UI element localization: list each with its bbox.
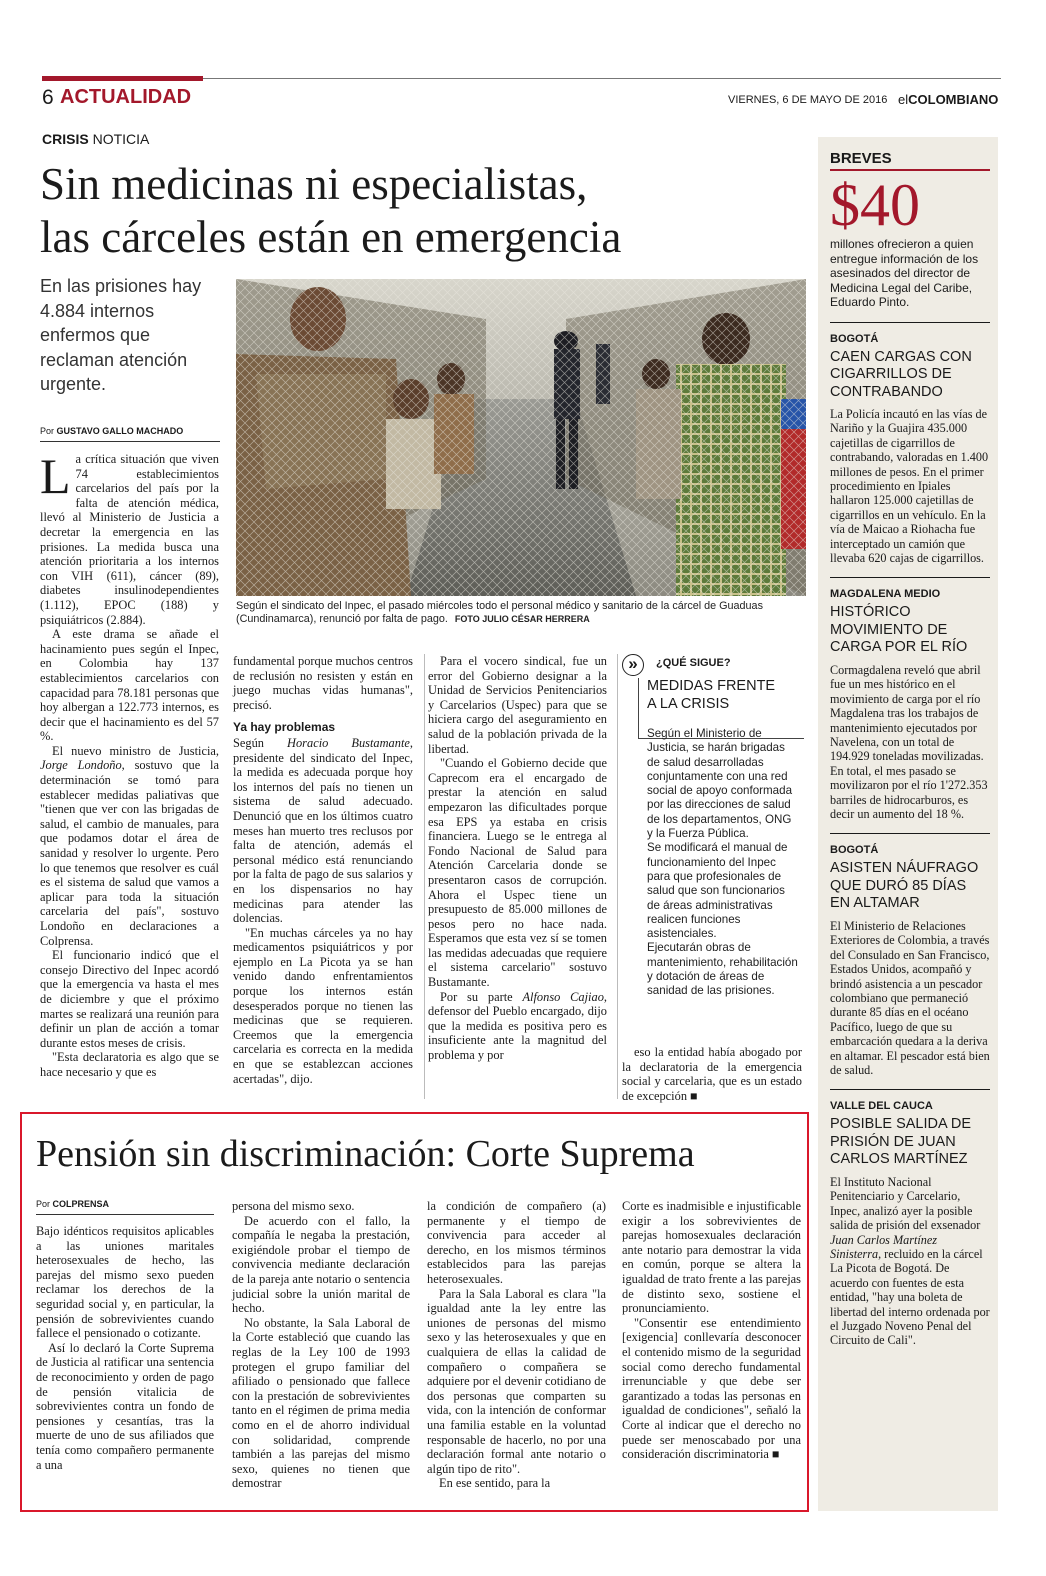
column-rule — [424, 654, 425, 1099]
col2-p2-a: Según — [233, 735, 288, 750]
col4-end — [622, 1045, 802, 1103]
main-column-4-end — [622, 1045, 802, 1103]
photo-caption-text: Según el sindicato del Inpec, el pasado miércoles todo el personal médico y sanitario de la cárcel de Guaduas (Cundinamarca), renunció por falta de pago. — [236, 600, 763, 625]
breves-title: BREVES — [830, 150, 892, 167]
subhead-ya-hay-problemas: Ya hay problemas — [233, 720, 336, 735]
breve-body: El Ministerio de Relaciones Exteriores de Colombia, a través del Consulado en San Francisco, Estados Unidos, acompañó y brindó asistencia a un pescador colombiano que permaneció durante 85 días en el océano Pacífico, luego de que su embarcación quedara a la deriva en altamar. El pescador está bien de salud. — [830, 918, 990, 1077]
col3-p3-b: , defensor del Pueblo encargado, dijo que la medida es positiva pero es insuficiente ante la magnitud del problema y por — [428, 989, 607, 1063]
kicker-text: NOTICIA — [92, 131, 150, 147]
martinez-name: Juan Carlos Martínez Sinisterra — [830, 1232, 937, 1261]
dropcap: L — [40, 448, 71, 504]
photo-credit: FOTO JULIO CÉSAR HERRERA — [454, 614, 590, 624]
header-date: VIERNES, 6 DE MAYO DE 2016 — [728, 94, 888, 106]
pension-column-3 — [427, 1199, 606, 1491]
minister-name: Jorge Londoño — [40, 758, 122, 773]
breve-body: La Policía incautó en las vías de Nariño y la Guajira 435.000 cajetillas de cigarrillos de contrabando, valoradas en 1.400 millones de pesos. En el primer procedimiento en Ipiales hallaron 125.000 cajetillas de cigarrillos en un vehículo. En la vía de Maicao a Riohacha fue interceptado un camión que llevaba 620 cajas de cigarrillos. — [830, 407, 989, 566]
col2-p3: "En muchas cárceles ya no hay medicamentos psiquiátricos y por ejemplo en La Picota ya se han venido dando enfrentamientos porque los internos están desesperados porque no tienen las medicinas que se requieren. Creemos que la emergencia carcelaria es correcta en la medida en que se establezcan acciones acertadas", dijo. — [233, 925, 413, 1086]
breve-location: MAGDALENA MEDIO — [830, 588, 941, 601]
pension-byline-rule — [36, 1214, 214, 1215]
prison-photo-illustration — [236, 279, 806, 596]
bustamante-name: Horacio Bustamante — [287, 735, 410, 750]
breve-headline: HISTÓRICO MOVIMIENTO DE CARGA POR EL RÍO — [830, 604, 968, 656]
col1-p3-b: , sostuvo que la determinación se tomó para establecer medidas paliativas que "tienen que ver con las brigadas de salud, el cambio de manuales, para que podamos dotar el área de sanidad y resolver lo urgente. Pero lo que tenemos que resolver es cuál es el sistema de salud que vamos a aplicar para toda la situación carcelaria del país", sostuvo Londoño en declaraciones a Colprensa. — [40, 758, 220, 948]
pension-col1-p2: Así lo declaró la Corte Suprema de Justicia al ratificar una sentencia de reconocimiento y orden de pago de pensión vitalicia de sobrevivientes contra un fondo de pensiones y cesantías, tras la muerte de uno de sus afiliados que tenía como compañero permanente a una — [36, 1340, 214, 1472]
breve-item — [830, 1100, 990, 1347]
col2-p2-b: , presidente del sindicato del Inpec, la medida es adecuada porque hoy los internos del país no tienen un sistema de salud adecuado. Denunció que en los últimos cuatro meses han muerto tres reclusos por falta de atención, además el personal médico está renunciando por la falta de pago de sus salarios y en los dispensarios no hay medicinas para atender las dolencias. — [233, 735, 413, 926]
que-sigue-label: ¿QUÉ SIGUE? — [656, 657, 731, 669]
breve-location: VALLE DEL CAUCA — [830, 1100, 933, 1113]
breves-big-number: $40 — [830, 172, 920, 238]
column-rule — [617, 654, 618, 1099]
que-sigue-side-rule — [638, 678, 639, 738]
pension-col4-p1: Corte es inadmisible e injustificable exigir a los sobrevivientes de parejas homosexuales declaración ante notario para demostrar la vida en común, porque se altera la igualdad de trato frente a las parejas de distinto sexo, sostiene el pronunciamiento. — [622, 1199, 801, 1316]
main-headline — [40, 158, 621, 264]
pension-column-2 — [232, 1199, 410, 1491]
breve-body — [830, 1175, 990, 1348]
breve-headline: CAEN CARGAS CON CIGARRILLOS DE CONTRABANDO — [830, 348, 972, 400]
cajiao-name: Alfonso Cajiao — [522, 989, 604, 1004]
que-sigue-p1: Según el Ministerio de Justicia, se harán brigadas de salud desarrolladas conjuntamente con una red social de apoyo conformada por las direcciones de salud de los departamentos, ONG y la Fuerza Pública. — [647, 727, 793, 841]
sidebar-divider — [830, 577, 990, 578]
pension-col4-p2-text: "Consentir ese entendimiento [exigencia] conllevaría desconocer el contenido mismo de la seguridad social como derecho fundamental irrenunciable y que debe ser garantizado a todas las personas en igualdad de condiciones", señaló la Corte al indicar que el derecho no puede ser menoscabado por una consideración discriminatoria — [622, 1315, 801, 1462]
col3-p1: Para el vocero sindical, fue un error del Gobierno designar a la Unidad de Servicios Penitenciarios y Carcelarios (Uspec) para que se hiciera cargo del aseguramiento en salud de la población privada de la libertad. — [428, 654, 607, 756]
pension-col2-p3: No obstante, la Sala Laboral de la Corte estableció que cuando las reglas de la Ley 100 de 1993 protegen el grupo familiar del afiliado o pensionado que fallece con la prestación de sobrevivientes tanto en el régimen de prima media como en el de ahorro individual con solidaridad, comprende también a las parejas del mismo sexo, quienes no tienen que demostrar — [232, 1315, 410, 1491]
sidebar-content — [830, 150, 990, 1348]
prison-photo — [236, 279, 806, 596]
que-sigue-title: MEDIDAS FRENTE A LA CRISIS — [647, 678, 776, 712]
que-sigue-body — [647, 727, 799, 999]
headline-line-2: las cárceles están en emergencia — [40, 212, 622, 262]
sidebar-divider — [830, 322, 990, 323]
pension-headline: Pensión sin discriminación: Corte Suprema — [36, 1133, 695, 1175]
col1-p4: El funcionario indicó que el consejo Directivo del Inpec acordó que la emergencia va hasta el mes de diciembre y que el próximo martes se realizará una reunión para definir un plan de acción a tomar durante estos meses de crisis. — [40, 948, 219, 1050]
byline — [40, 426, 183, 436]
breve-body-b: , recluido en la cárcel La Picota de Bogotá. De acuerdo con fuentes de esta entidad, "hay una boleta de libertad del interno ordenada por el Juzgado Noveno Penal del Circuito de Cali". — [830, 1246, 990, 1348]
col2-p2 — [233, 736, 413, 926]
pension-byline — [36, 1199, 109, 1209]
page-number: 6 — [42, 86, 54, 109]
breve-headline: ASISTEN NÁUFRAGO QUE DURÓ 85 DÍAS EN ALTAMAR — [830, 860, 979, 912]
section-label: ACTUALIDAD — [60, 86, 192, 108]
sidebar-divider — [830, 833, 990, 834]
pension-col2-p2: De acuerdo con el fallo, la compañía le negaba la prestación, exigiéndole probar el tiempo de convivencia mediante declaración de la pareja ante notario o sentencia judicial sobre la unión marital de hecho. — [232, 1213, 410, 1316]
headline-line-1: Sin medicinas ni especialistas, — [40, 159, 588, 209]
brand-name: COLOMBIANO — [908, 92, 999, 107]
breves-title-rule — [830, 169, 990, 171]
col3-p3-a: Por su parte — [440, 989, 523, 1004]
sidebar-divider — [830, 1089, 990, 1090]
breves-big-text: millones ofrecieron a quien entregue información de los asesinados del director de Medicina Legal del Caribe, Eduardo Pinto. — [830, 237, 979, 309]
kicker — [42, 131, 149, 147]
breve-item — [830, 588, 990, 821]
col1-p3 — [40, 744, 219, 948]
que-sigue-p2: Se modificará el manual de funcionamiento del Inpec para que profesionales de salud que son funcionarios de áreas administrativas realicen funciones asistenciales. — [647, 841, 788, 941]
que-sigue-p3: Ejecutarán obras de mantenimiento, rehabilitación y dotación de áreas de sanidad de las prisiones. — [647, 941, 798, 998]
breve-body-a: El Instituto Nacional Penitenciario y Carcelario, Inpec, analizó ayer la posible salida de prisión del exsenador — [830, 1174, 981, 1233]
col1-p5: "Esta declaratoria es algo que se hace necesario y que es — [40, 1050, 219, 1079]
col2-p1: fundamental porque muchos centros de reclusión no resisten y están en juego muchas vidas humanas", precisó. — [233, 654, 413, 712]
pension-col3-p2: Para la Sala Laboral es clara "la igualdad ante la ley entre las uniones de personas del mismo sexo y las heterosexuales y que en cualquiera de ellas la calidad de compañero o compañera se adquiere por el devenir cotidiano de dos personas que comparten su vida, con la intención de conformar una familia estable en la voluntad responsable de hacerlo, no por una declaración formal ante notario o algún tipo de rito". — [427, 1286, 606, 1476]
main-column-1 — [40, 448, 220, 1080]
pension-column-1 — [36, 1224, 214, 1472]
pension-column-4 — [622, 1199, 801, 1462]
que-sigue-box — [622, 654, 804, 1024]
breve-body: Cormagdalena reveló que abril fue un mes histórico en el movimiento de carga por el río Magdalena tras los trabajos de mantenimiento ejecutados por Navelena, con un total de 194.929 toneladas movilizadas. En total, el mes pasado se movilizaron por el río 1'272.353 barriles de hidrocarburos, es decir un aumento del 18 %. — [830, 662, 988, 822]
breve-item — [830, 333, 990, 566]
main-column-3 — [428, 654, 607, 1063]
header-accent-bar — [42, 76, 203, 81]
pension-col1-p1: Bajo idénticos requisitos aplicables a las uniones maritales heterosexuales de hecho, las parejas del mismo sexo pueden reclamar los derechos de la seguridad social y, en particular, la pensión de sobrevivientes cuando fallece el pensionado o cotizante. — [36, 1224, 214, 1341]
breve-item — [830, 844, 990, 1077]
byline-name: GUSTAVO GALLO MACHADO — [56, 426, 184, 436]
kicker-bold: CRISIS — [42, 131, 89, 147]
pension-byline-name: COLPRENSA — [52, 1199, 110, 1209]
pension-byline-prefix: Por — [36, 1199, 51, 1209]
breve-location: BOGOTÁ — [830, 332, 879, 345]
breve-headline: POSIBLE SALIDA DE PRISIÓN DE JUAN CARLOS MARTÍNEZ — [830, 1116, 972, 1168]
photo-caption — [236, 600, 806, 626]
end-mark-icon: ■ — [690, 1088, 698, 1103]
col1-p1: a crítica situación que viven 74 establecimientos carcelarios del país por la falta de atención médica, llevó al Ministerio de Justicia a decretar la emergencia en las prisiones. La medida busca una atención prioritaria a los internos con VIH (611), cáncer (89), diabetes insulinodependientes (1.112), EPOC (188) y psiquiátricos (2.884). — [40, 452, 219, 627]
lead-text: En las prisiones hay 4.884 internos enfermos que reclaman atención urgente. — [40, 276, 202, 394]
col3-p2: "Cuando el Gobierno decide que Caprecom era el encargado de prestar la atención en salud empezaron las dificultades porque esa EPS ya estaba en crisis financiera. Luego se le entrega al Fondo Nacional de Salud para Atención Carcelaria donde se presentaron casos de corrupción. Ahora el Uspec tiene un presupuesto de 85.000 millones de pesos pero no hace nada. Esperamos que esta vez sí se tomen las medidas adecuadas que requiere el sistema carcelario" sostuvo Bustamante. — [428, 756, 607, 990]
col1-p3-a: El nuevo ministro de Justicia, — [52, 743, 219, 758]
pension-col4-p2 — [622, 1316, 801, 1462]
end-mark-icon: ■ — [772, 1447, 780, 1462]
pension-col3-p3: En ese sentido, para la — [439, 1476, 551, 1491]
header-rule — [203, 78, 1001, 79]
pension-col2-p1: persona del mismo sexo. — [232, 1199, 355, 1213]
main-column-2 — [233, 654, 413, 1086]
pension-col3-p1: la condición de compañero (a) permanente y el tiempo de convivencia para acceder al derecho, en los mismos términos establecidos para las parejas heterosexuales. — [427, 1199, 606, 1286]
brand-logo — [898, 92, 998, 107]
que-sigue-icon: » — [622, 654, 644, 676]
col4-end-text: eso la entidad había abogado por la declaratoria de la emergencia social y carcelaria, que es un estado de excepción — [622, 1045, 802, 1103]
col1-p2: A este drama se añade el hacinamiento pues según el Inpec, en Colombia hay 137 establecimientos carcelarios con capacidad para 78.181 personas que hoy albergan a 122.773 internos, es decir que el hacinamiento es del 57 %. — [40, 627, 219, 744]
col3-p3 — [428, 990, 607, 1063]
brand-prefix: el — [898, 92, 909, 107]
breve-location: BOGOTÁ — [830, 844, 879, 857]
byline-rule — [40, 441, 220, 442]
byline-prefix: Por — [40, 426, 55, 436]
